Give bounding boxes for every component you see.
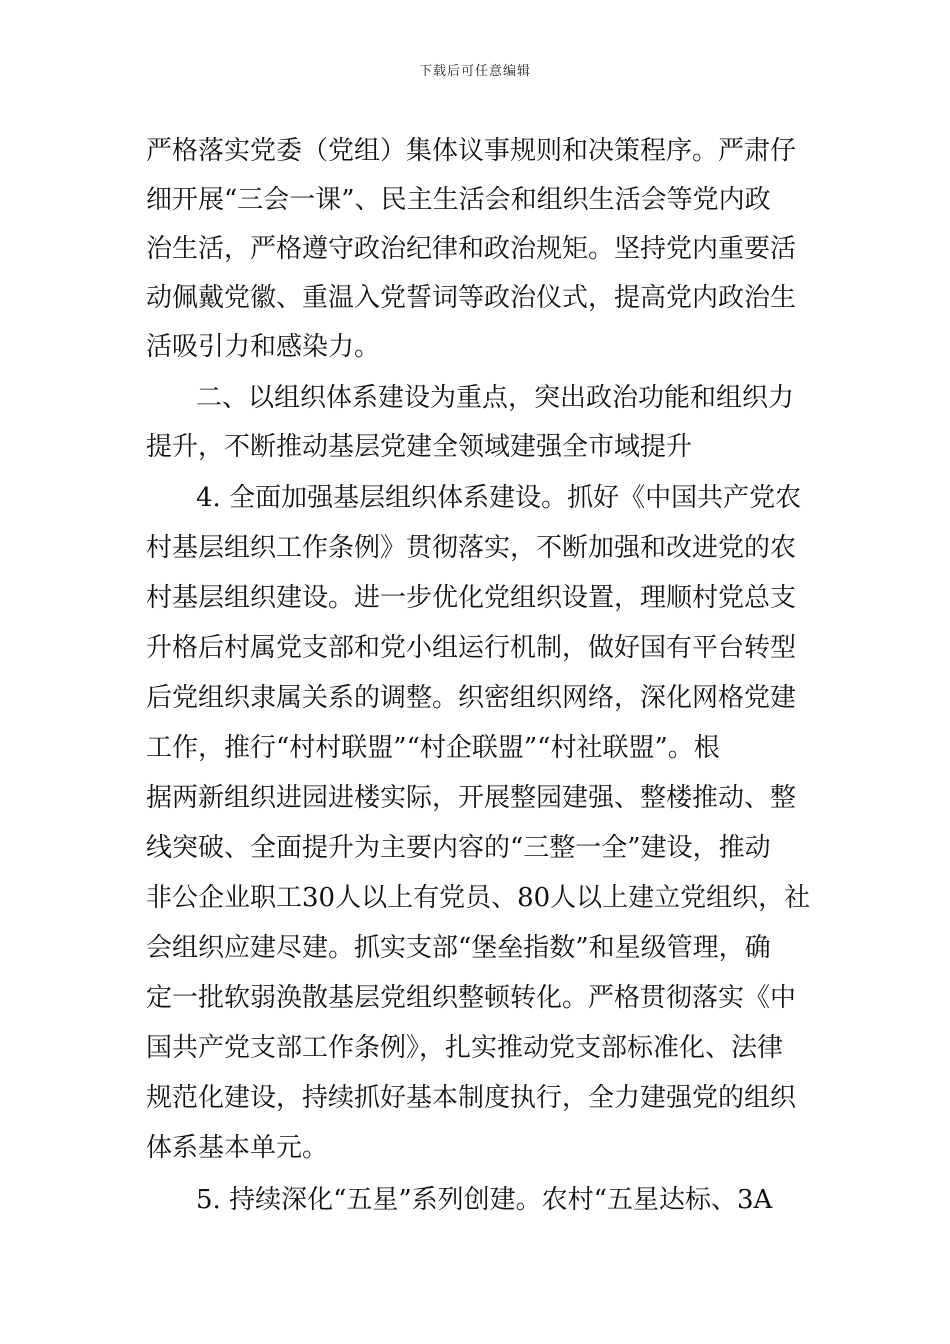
- paragraph-line: 非公企业职工30人以上有党员、80人以上建立党组织，社: [146, 883, 811, 913]
- paragraph-line: 工作，推行“村村联盟”“村企联盟”“村社联盟”。根: [146, 733, 720, 763]
- paragraph-line: 据两新组织进园进楼实际，开展整园建强、整楼推动、整: [146, 783, 797, 813]
- paragraph-line: 线突破、全面提升为主要内容的“三整一全”建设，推动: [146, 833, 771, 863]
- paragraph-line: 活吸引力和感染力。: [146, 332, 381, 362]
- paragraph-line: 村基层组织建设。进一步优化党组织设置，理顺村党总支: [146, 583, 797, 613]
- paragraph-line: 5. 持续深化“五星”系列创建。农村“五星达标、3A: [196, 1185, 773, 1215]
- paragraph-line: 国共产党支部工作条例》，扎实推动党支部标准化、法律: [146, 1033, 784, 1063]
- paragraph-line: 动佩戴党徽、重温入党誓词等政治仪式，提高党内政治生: [146, 283, 797, 313]
- paragraph-line: 4. 全面加强基层组织体系建设。抓好《中国共产党农: [196, 483, 802, 513]
- paragraph-line: 规范化建设，持续抓好基本制度执行，全力建强党的组织: [146, 1083, 797, 1113]
- paragraph-line: 治生活，严格遵守政治纪律和政治规矩。坚持党内重要活: [146, 234, 797, 264]
- paragraph-line: 严格落实党委（党组）集体议事规则和决策程序。严肃仔: [146, 136, 797, 166]
- section-heading-line: 二、以组织体系建设为重点，突出政治功能和组织力: [196, 383, 795, 413]
- paragraph-line: 定一批软弱涣散基层党组织整顿转化。严格贯彻落实《中: [146, 983, 797, 1013]
- paragraph-line: 后党组织隶属关系的调整。织密组织网络，深化网格党建: [146, 683, 797, 713]
- paragraph-line: 会组织应建尽建。抓实支部“堡垒指数”和星级管理，确: [146, 933, 771, 963]
- paragraph-line: 细开展“三会一课”、民主生活会和组织生活会等党内政: [146, 185, 771, 215]
- paragraph-line: 体系基本单元。: [146, 1133, 329, 1163]
- section-heading-line: 提升，不断推动基层党建全领域建强全市域提升: [146, 432, 693, 462]
- paragraph-line: 升格后村属党支部和党小组运行机制，做好国有平台转型: [146, 633, 797, 663]
- header-note: 下载后可任意编辑: [418, 64, 531, 79]
- paragraph-line: 村基层组织工作条例》贯彻落实，不断加强和改进党的农: [146, 533, 797, 563]
